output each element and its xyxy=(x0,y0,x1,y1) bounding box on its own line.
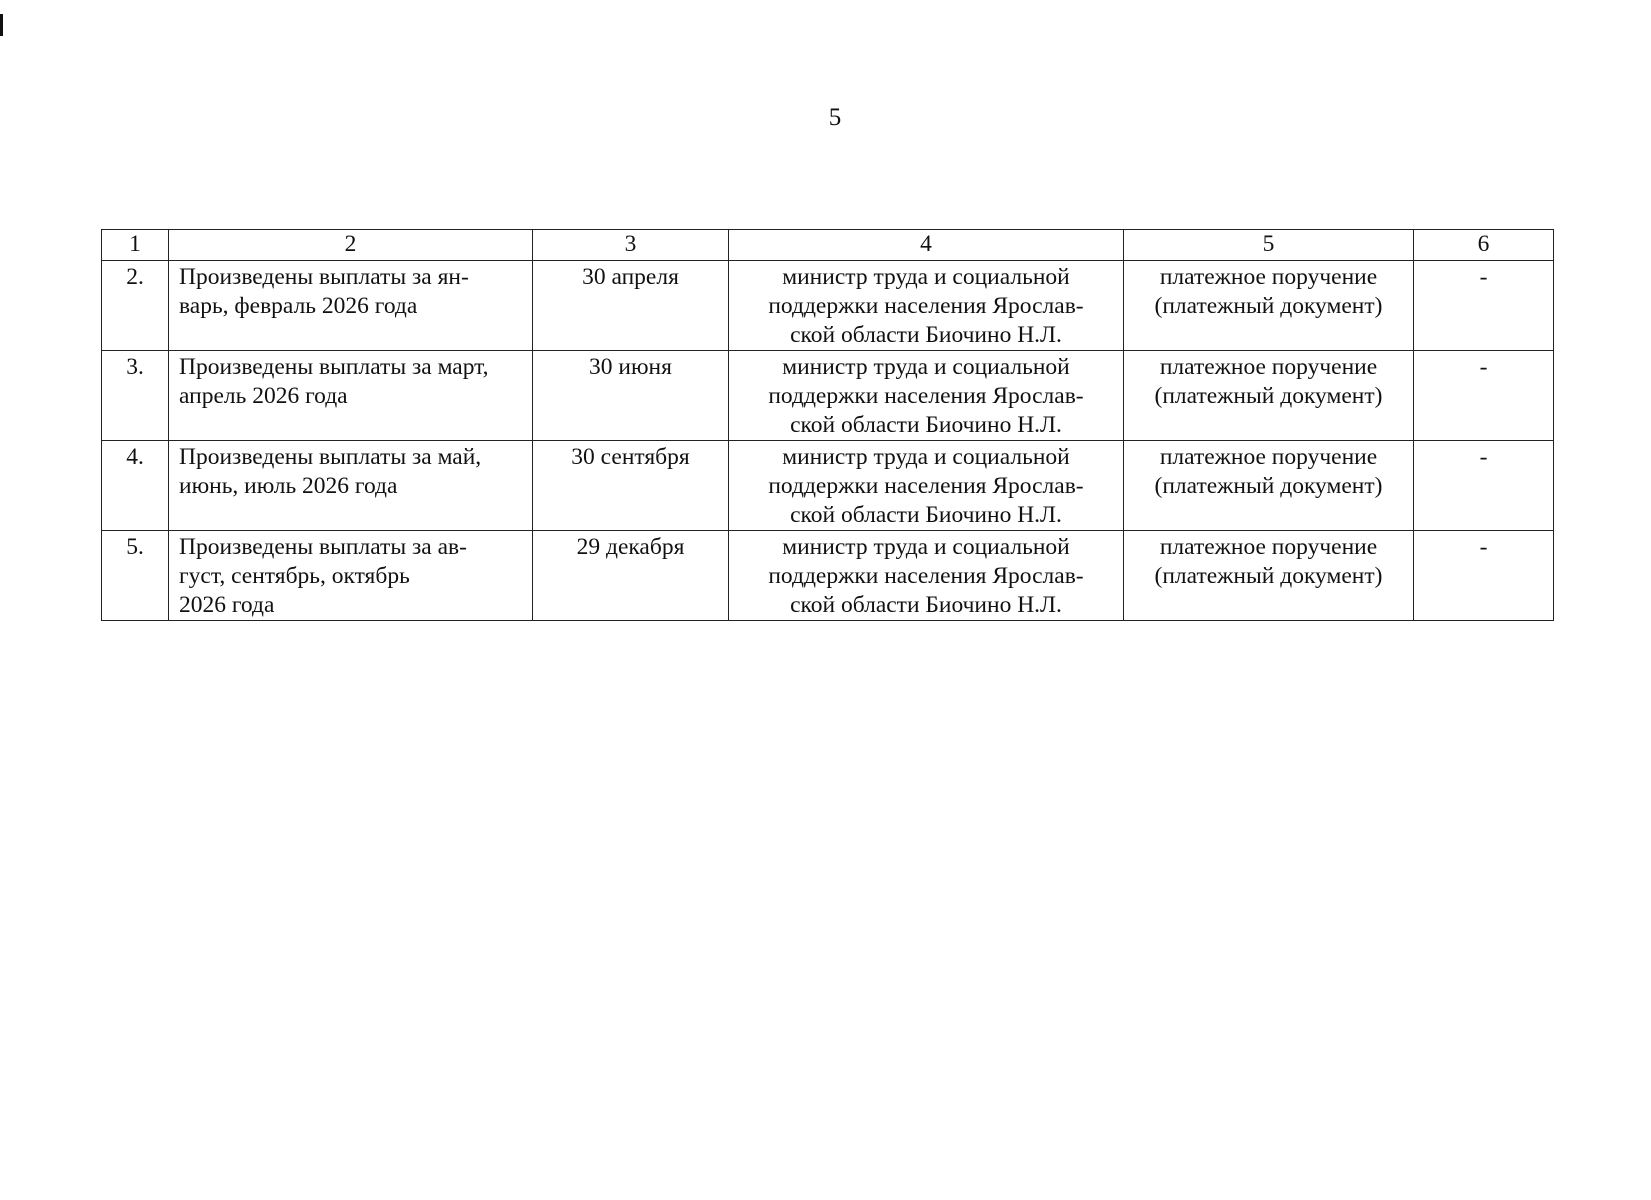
event-cell xyxy=(169,351,533,441)
row-number: 2. xyxy=(102,261,169,351)
column-number: 5 xyxy=(1124,230,1414,261)
document-cell xyxy=(1124,441,1414,531)
cell-line: министр труда и социальной xyxy=(782,534,1070,560)
cell-line: (платежный документ) xyxy=(1154,293,1383,319)
cell-line: министр труда и социальной xyxy=(782,264,1070,290)
row-number: 4. xyxy=(102,441,169,531)
date-cell: 29 декабря xyxy=(533,531,729,621)
document-cell xyxy=(1124,261,1414,351)
cell-line: ской области Биочино Н.Л. xyxy=(790,412,1062,438)
table-row xyxy=(102,441,1554,531)
event-cell xyxy=(169,261,533,351)
note-cell: - xyxy=(1414,261,1554,351)
cell-line: платежное поручение xyxy=(1159,444,1378,470)
column-number: 3 xyxy=(533,230,729,261)
column-number-row xyxy=(102,230,1554,261)
cell-line: густ, сентябрь, октябрь xyxy=(179,563,410,589)
column-number: 2 xyxy=(169,230,533,261)
row-number: 3. xyxy=(102,351,169,441)
cell-line: варь, февраль 2026 года xyxy=(179,293,418,319)
event-cell xyxy=(169,531,533,621)
responsible-cell xyxy=(729,351,1124,441)
note-cell: - xyxy=(1414,531,1554,621)
cell-line: ской области Биочино Н.Л. xyxy=(790,322,1062,348)
cell-line: июнь, июль 2026 года xyxy=(179,473,398,499)
cell-line: апрель 2026 года xyxy=(179,383,348,409)
date-cell: 30 июня xyxy=(533,351,729,441)
cell-line: Произведены выплаты за май, xyxy=(179,444,482,470)
table-row xyxy=(102,261,1554,351)
date-cell: 30 апреля xyxy=(533,261,729,351)
column-number: 6 xyxy=(1414,230,1554,261)
row-number: 5. xyxy=(102,531,169,621)
column-number: 4 xyxy=(729,230,1124,261)
scan-edge-mark xyxy=(0,14,3,36)
cell-line: 2026 года xyxy=(179,592,275,618)
date-cell: 30 сентября xyxy=(533,441,729,531)
responsible-cell xyxy=(729,531,1124,621)
document-cell xyxy=(1124,351,1414,441)
cell-line: Произведены выплаты за ав- xyxy=(179,534,467,560)
cell-line: (платежный документ) xyxy=(1154,473,1383,499)
note-cell: - xyxy=(1414,351,1554,441)
cell-line: поддержки населения Ярослав- xyxy=(768,293,1084,319)
responsible-cell xyxy=(729,441,1124,531)
column-number: 1 xyxy=(102,230,169,261)
implementation-plan-table xyxy=(101,229,1554,621)
page-number: 5 xyxy=(828,104,842,131)
cell-line: платежное поручение xyxy=(1159,354,1378,380)
cell-line: платежное поручение xyxy=(1159,264,1378,290)
cell-line: поддержки населения Ярослав- xyxy=(768,383,1084,409)
cell-line: (платежный документ) xyxy=(1154,563,1383,589)
document-cell xyxy=(1124,531,1414,621)
cell-line: поддержки населения Ярослав- xyxy=(768,563,1084,589)
cell-line: платежное поручение xyxy=(1159,534,1378,560)
cell-line: ской области Биочино Н.Л. xyxy=(790,502,1062,528)
cell-line: министр труда и социальной xyxy=(782,354,1070,380)
table-row xyxy=(102,351,1554,441)
cell-line: Произведены выплаты за март, xyxy=(179,354,489,380)
cell-line: министр труда и социальной xyxy=(782,444,1070,470)
note-cell: - xyxy=(1414,441,1554,531)
responsible-cell xyxy=(729,261,1124,351)
cell-line: поддержки населения Ярослав- xyxy=(768,473,1084,499)
cell-line: (платежный документ) xyxy=(1154,383,1383,409)
event-cell xyxy=(169,441,533,531)
cell-line: ской области Биочино Н.Л. xyxy=(790,592,1062,618)
table-row xyxy=(102,531,1554,621)
cell-line: Произведены выплаты за ян- xyxy=(179,264,469,290)
